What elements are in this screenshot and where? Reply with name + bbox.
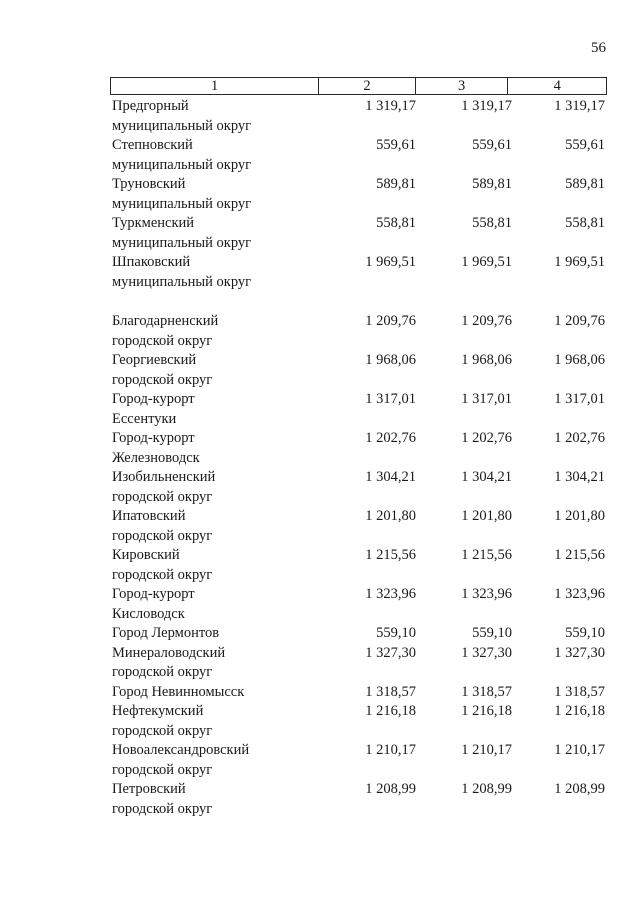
row-name: городской округ [112, 488, 213, 505]
row-value-4: 1 317,01 [554, 391, 605, 407]
row-value-2 [319, 234, 416, 254]
table-row [112, 741, 605, 761]
row-value-3 [416, 800, 512, 820]
row-value-3 [416, 761, 512, 781]
table-row [112, 371, 605, 391]
table-row [112, 312, 605, 332]
row-value-3: 589,81 [472, 176, 512, 192]
row-name: Петровский [112, 781, 186, 797]
table-row [112, 663, 605, 683]
row-value-3 [416, 273, 512, 293]
row-value-3 [416, 449, 512, 469]
column-header-1: 1 [111, 78, 319, 94]
row-value-4 [512, 800, 605, 820]
row-value-3 [416, 410, 512, 430]
row-name: Ессентуки [112, 410, 177, 427]
row-value-2: 1 304,21 [365, 469, 416, 485]
table-row [112, 644, 605, 664]
table-row [112, 175, 605, 195]
row-value-4: 1 208,99 [554, 781, 605, 797]
row-value-4: 1 319,17 [554, 98, 605, 114]
row-value-4 [512, 663, 605, 683]
row-value-3 [416, 332, 512, 352]
row-name: городской округ [112, 566, 213, 583]
row-value-2 [319, 488, 416, 508]
row-value-3: 558,81 [472, 215, 512, 231]
row-value-4 [512, 371, 605, 391]
row-value-4: 1 201,80 [554, 508, 605, 524]
row-value-3: 1 201,80 [461, 508, 512, 524]
row-value-3 [416, 722, 512, 742]
row-name: Город Лермонтов [112, 625, 220, 641]
row-name: городской округ [112, 527, 213, 544]
row-value-4 [512, 410, 605, 430]
table-row [112, 273, 605, 293]
row-value-4: 1 215,56 [554, 547, 605, 563]
row-name: Туркменский [112, 215, 195, 231]
row-value-2 [319, 371, 416, 391]
row-value-3: 559,61 [472, 137, 512, 153]
row-value-4 [512, 156, 605, 176]
row-value-2 [319, 332, 416, 352]
row-value-4: 1 969,51 [554, 254, 605, 270]
row-value-3: 1 319,17 [461, 98, 512, 114]
row-name: Новоалександровский [112, 742, 250, 758]
city-districts-group [112, 312, 605, 819]
table-row [112, 332, 605, 352]
row-value-4: 1 209,76 [554, 313, 605, 329]
row-value-4 [512, 332, 605, 352]
table-row [112, 507, 605, 527]
row-value-2: 1 969,51 [365, 254, 416, 270]
row-value-2 [319, 449, 416, 469]
table-body [112, 97, 605, 819]
row-value-3 [416, 117, 512, 137]
table-row [112, 195, 605, 215]
row-value-2: 559,10 [376, 625, 416, 641]
table-row [112, 800, 605, 820]
table-row [112, 97, 605, 117]
row-name: Изобильненский [112, 469, 216, 485]
row-value-2: 589,81 [376, 176, 416, 192]
row-value-3: 1 304,21 [461, 469, 512, 485]
table-row [112, 449, 605, 469]
row-name: Георгиевский [112, 352, 197, 368]
row-name: Город-курорт [112, 586, 195, 602]
row-name: муниципальный округ [112, 156, 252, 173]
row-name: городской округ [112, 664, 213, 680]
row-value-3: 1 317,01 [461, 391, 512, 407]
table-row [112, 605, 605, 625]
row-name: Труновский [112, 176, 186, 192]
row-value-2: 1 216,18 [365, 703, 416, 719]
row-name: Кисловодск [112, 605, 185, 622]
row-name: муниципальный округ [112, 195, 252, 212]
row-value-4 [512, 449, 605, 469]
row-name: Предгорный [112, 98, 189, 114]
row-value-2 [319, 117, 416, 137]
row-value-3: 1 968,06 [461, 352, 512, 368]
row-name: муниципальный округ [112, 273, 252, 290]
row-value-3 [416, 566, 512, 586]
row-value-3: 1 969,51 [461, 254, 512, 270]
row-value-4 [512, 566, 605, 586]
row-value-2: 1 201,80 [365, 508, 416, 524]
row-value-3: 1 327,30 [461, 644, 512, 661]
row-value-2 [319, 722, 416, 742]
table-row [112, 253, 605, 273]
row-value-4: 558,81 [565, 215, 605, 231]
municipal-districts-group [112, 97, 605, 292]
row-value-2: 1 209,76 [365, 313, 416, 329]
row-value-3: 1 210,17 [461, 742, 512, 758]
row-name: Шпаковский [112, 254, 191, 270]
row-value-3: 1 216,18 [461, 703, 512, 719]
row-value-4: 1 318,57 [554, 683, 605, 700]
row-name: Город Невинномысск [112, 683, 245, 700]
row-name: городской округ [112, 722, 213, 739]
row-value-3 [416, 234, 512, 254]
row-value-3: 1 318,57 [461, 683, 512, 700]
table-row [112, 761, 605, 781]
row-value-2 [319, 566, 416, 586]
row-name: Кировский [112, 547, 180, 563]
row-name: городской округ [112, 371, 213, 388]
row-name: муниципальный округ [112, 234, 252, 251]
row-value-2 [319, 195, 416, 215]
row-value-3 [416, 156, 512, 176]
column-header-2: 2 [319, 78, 416, 94]
row-value-4: 559,10 [565, 625, 605, 641]
table-row [112, 722, 605, 742]
row-value-4 [512, 234, 605, 254]
row-value-3: 1 215,56 [461, 547, 512, 563]
row-name: Нефтекумский [112, 703, 204, 719]
row-value-4 [512, 761, 605, 781]
row-name: Железноводск [112, 449, 200, 466]
row-value-2 [319, 663, 416, 683]
row-value-2 [319, 273, 416, 293]
row-value-2 [319, 800, 416, 820]
table-row [112, 429, 605, 449]
row-value-4: 1 968,06 [554, 352, 605, 368]
row-value-2: 1 318,57 [365, 683, 416, 700]
row-name: городской округ [112, 800, 213, 817]
table-header [110, 77, 607, 95]
row-value-2: 1 319,17 [365, 98, 416, 114]
table-row [112, 351, 605, 371]
row-name: Город-курорт [112, 391, 195, 407]
row-name: Степновский [112, 137, 193, 153]
row-value-2: 1 323,96 [365, 586, 416, 602]
row-value-2: 559,61 [376, 137, 416, 153]
row-value-4 [512, 605, 605, 625]
table-row [112, 585, 605, 605]
row-value-2 [319, 605, 416, 625]
row-value-3 [416, 195, 512, 215]
row-value-2: 558,81 [376, 215, 416, 231]
row-value-3 [416, 488, 512, 508]
row-value-4: 1 323,96 [554, 586, 605, 602]
row-value-2: 1 215,56 [365, 547, 416, 563]
row-name: муниципальный округ [112, 117, 252, 134]
row-name: городской округ [112, 761, 213, 778]
row-value-4 [512, 488, 605, 508]
row-value-4 [512, 722, 605, 742]
table-row [112, 468, 605, 488]
row-value-2 [319, 527, 416, 547]
table-row [112, 410, 605, 430]
group-separator [112, 292, 605, 312]
row-value-4: 1 327,30 [554, 644, 605, 661]
row-name: Минераловодский [112, 644, 226, 661]
table-row [112, 156, 605, 176]
row-name: Ипатовский [112, 508, 186, 524]
row-name: Благодарненский [112, 313, 219, 329]
table-row [112, 702, 605, 722]
row-value-2: 1 202,76 [365, 430, 416, 446]
row-value-2: 1 968,06 [365, 352, 416, 368]
row-value-4: 1 304,21 [554, 469, 605, 485]
row-name: городской округ [112, 332, 213, 349]
row-value-3 [416, 371, 512, 391]
table-row [112, 488, 605, 508]
table-row [112, 780, 605, 800]
row-value-3: 559,10 [472, 625, 512, 641]
row-value-3: 1 209,76 [461, 313, 512, 329]
row-name: Город-курорт [112, 430, 195, 446]
row-value-4: 1 210,17 [554, 742, 605, 758]
row-value-2: 1 208,99 [365, 781, 416, 797]
row-value-3: 1 208,99 [461, 781, 512, 797]
table-row [112, 546, 605, 566]
row-value-4: 559,61 [565, 137, 605, 153]
table-row [112, 683, 605, 703]
column-header-3: 3 [416, 78, 509, 94]
table-row [112, 624, 605, 644]
row-value-3 [416, 527, 512, 547]
row-value-4 [512, 117, 605, 137]
table-row [112, 214, 605, 234]
row-value-2 [319, 761, 416, 781]
row-value-3 [416, 605, 512, 625]
row-value-2: 1 317,01 [365, 391, 416, 407]
row-value-4: 1 202,76 [554, 430, 605, 446]
row-value-3: 1 202,76 [461, 430, 512, 446]
row-value-2: 1 327,30 [365, 644, 416, 661]
row-value-4 [512, 273, 605, 293]
table-row [112, 136, 605, 156]
page-number: 56 [591, 40, 606, 56]
table-row [112, 527, 605, 547]
table-row [112, 117, 605, 137]
table-row [112, 234, 605, 254]
row-value-2 [319, 410, 416, 430]
row-value-4 [512, 195, 605, 215]
row-value-2 [319, 156, 416, 176]
row-value-2: 1 210,17 [365, 742, 416, 758]
row-value-4: 1 216,18 [554, 703, 605, 719]
row-value-3 [416, 663, 512, 683]
row-value-4 [512, 527, 605, 547]
row-value-3: 1 323,96 [461, 586, 512, 602]
row-value-4: 589,81 [565, 176, 605, 192]
table-row [112, 390, 605, 410]
table-row [112, 566, 605, 586]
column-header-4: 4 [553, 78, 561, 94]
